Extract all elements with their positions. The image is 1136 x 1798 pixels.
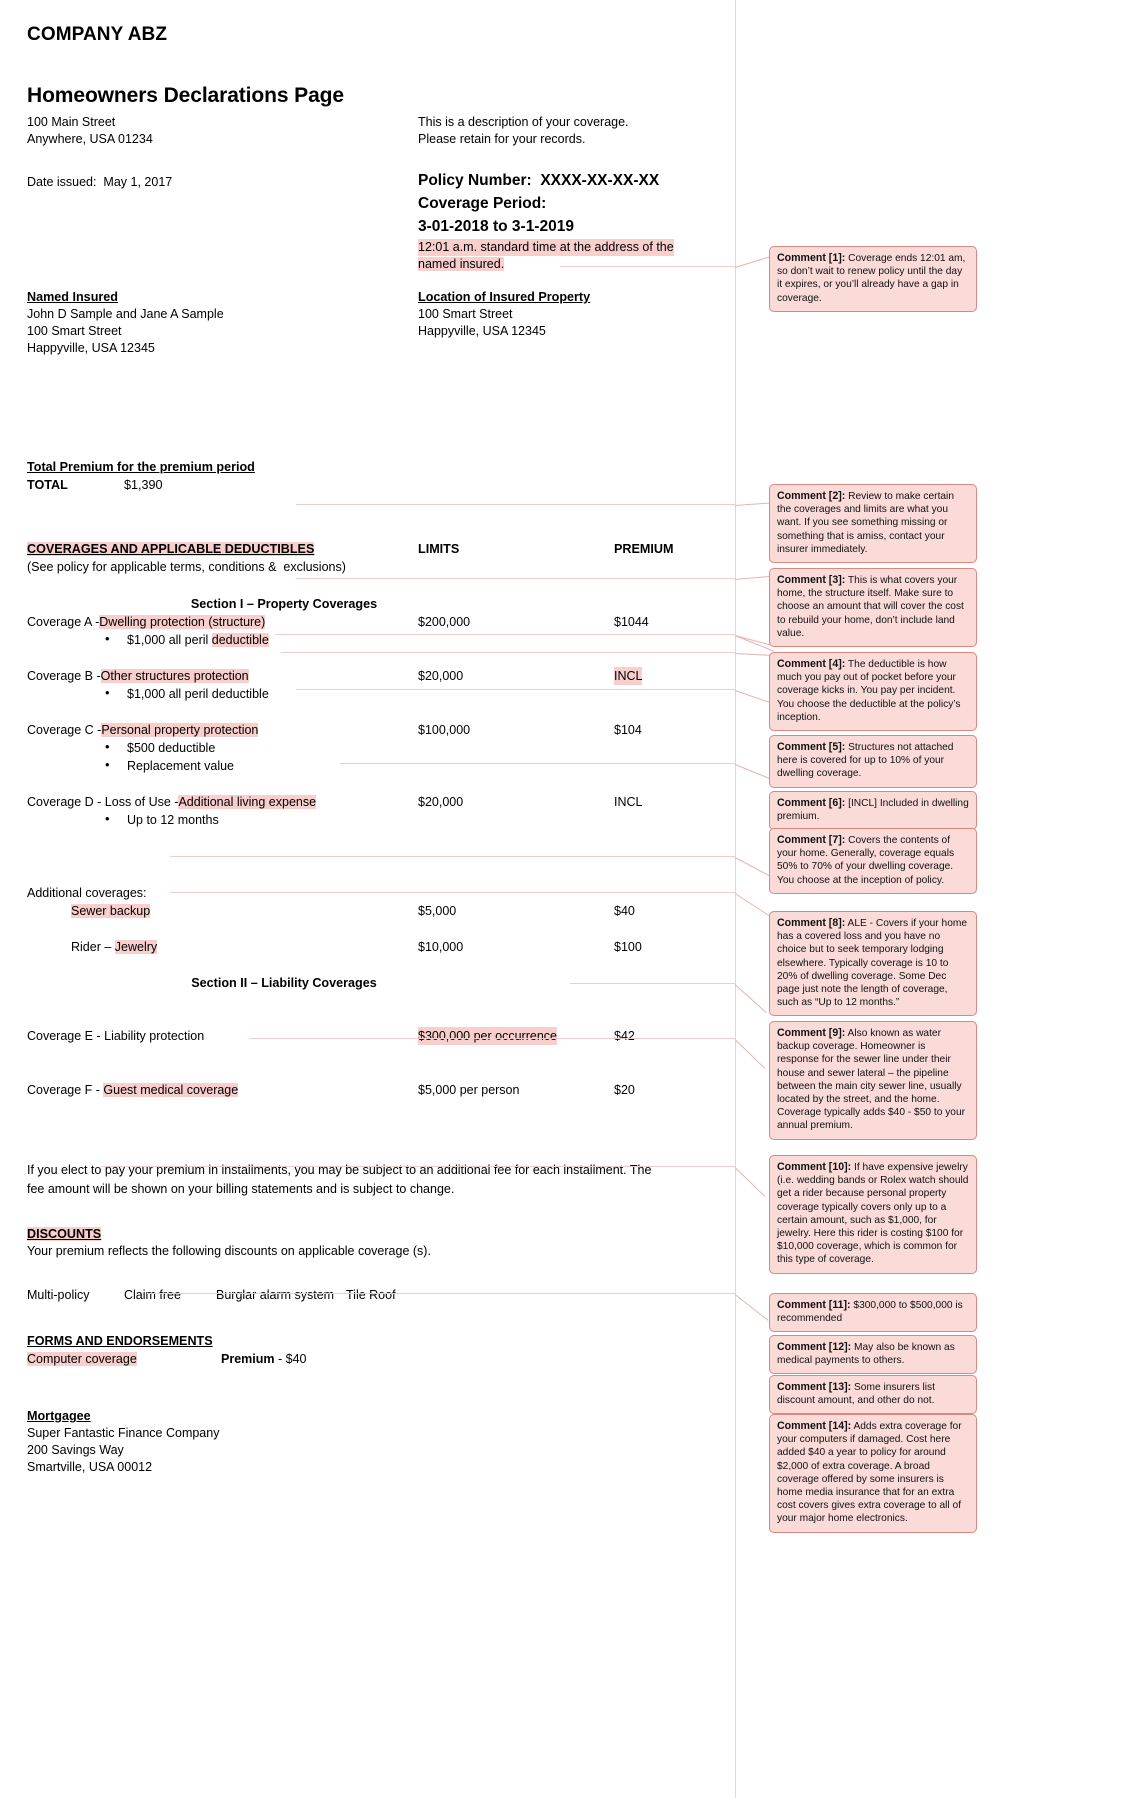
comment-balloon-3[interactable]: [769, 568, 977, 647]
anchor-leader-11: [735, 984, 767, 1013]
intro-line-1: This is a description of your coverage.: [418, 115, 629, 129]
section-2-title: Section II – Liability Coverages: [191, 976, 377, 990]
anchor-rule: [170, 892, 735, 893]
coverage-d-bullets: [27, 811, 721, 829]
discounts-heading: DISCOUNTS: [27, 1227, 102, 1241]
coverage-time-note-line-2: named insured.: [418, 257, 505, 271]
anchor-leader-12: [735, 1039, 766, 1069]
sewer-backup-limit: $5,000: [418, 904, 457, 918]
anchor-rule: [170, 856, 735, 857]
coverage-c-limit: $100,000: [418, 723, 471, 737]
coverage-c-name: Personal property protection: [101, 723, 259, 737]
anchor-rule: [296, 689, 735, 690]
additional-row-sewer: [27, 902, 721, 920]
comment-label: Comment [10]:: [777, 1161, 852, 1173]
coverage-b-bullets: [27, 685, 721, 703]
discount-item: Claim free: [124, 1288, 181, 1302]
anchor-rule: [281, 652, 735, 653]
forms-premium-label: Premium: [221, 1352, 275, 1366]
comment-balloon-1[interactable]: [769, 246, 977, 312]
coverage-row-b: [27, 667, 721, 685]
coverage-a-name: Dwelling protection (structure): [99, 615, 266, 629]
coverage-a-limit: $200,000: [418, 615, 471, 629]
forms-row: [27, 1350, 721, 1368]
coverage-d-name: Additional living expense: [178, 795, 317, 809]
insured-location-block: [418, 288, 738, 340]
comment-text: May also be known as medical payments to others.: [777, 1342, 955, 1367]
comment-balloon-12[interactable]: [769, 1335, 977, 1374]
coverage-row-c: [27, 721, 721, 739]
installment-note-line-1: If you elect to pay your premium in installments, you may be subject to an additional fee for each installment. The: [27, 1163, 652, 1177]
comment-label: Comment [1]:: [777, 252, 846, 264]
coverage-header-col-1: COVERAGES AND APPLICABLE DEDUCTIBLES: [27, 542, 315, 556]
forms-premium-value: - $40: [277, 1352, 307, 1366]
anchor-leader-14: [735, 1294, 769, 1321]
installment-note-line-2: fee amount will be shown on your billing statements and is subject to change.: [27, 1182, 455, 1196]
forms-heading: FORMS AND ENDORSEMENTS: [27, 1334, 213, 1348]
comments-margin: [765, 0, 1136, 1798]
comment-text: $300,000 to $500,000 is recommended: [777, 1300, 963, 1325]
coverage-b-limit: $20,000: [418, 669, 464, 683]
forms-item: Computer coverage: [27, 1352, 137, 1366]
location-heading: Location of Insured Property: [418, 290, 591, 304]
policy-number-label: Policy Number:: [418, 172, 532, 189]
comment-text: Covers the contents of your home. Generally, coverage equals 50% to 70% of your dwelling coverage. You choose at the inception of policy.: [777, 835, 955, 886]
total-premium-row: [27, 476, 721, 494]
anchor-rule: [147, 1293, 735, 1294]
section-1-title: Section I – Property Coverages: [190, 597, 378, 611]
total-premium-block: [27, 458, 721, 494]
coverage-a-prefix: Coverage A -: [27, 615, 100, 629]
sewer-backup-name: Sewer backup: [71, 904, 151, 918]
comment-label: Comment [13]:: [777, 1381, 852, 1393]
coverage-table-header: [27, 540, 721, 558]
comment-balloon-2[interactable]: [769, 484, 977, 563]
comment-label: Comment [2]:: [777, 490, 846, 502]
anchor-rule: [249, 1038, 735, 1039]
coverage-subnote: (See policy for applicable terms, conditions & exclusions): [27, 560, 346, 574]
jewelry-limit: $10,000: [418, 940, 464, 954]
additional-row-jewelry: [27, 938, 721, 956]
comment-balloon-13[interactable]: [769, 1375, 977, 1414]
discounts-subtitle: Your premium reflects the following discounts on applicable coverage (s).: [27, 1244, 431, 1258]
coverage-b-premium: INCL: [614, 669, 643, 683]
coverage-f-premium: $20: [614, 1083, 635, 1097]
insurer-city-state-zip: Anywhere, USA 01234: [27, 132, 153, 146]
comment-balloon-5[interactable]: [769, 735, 977, 788]
mortgagee-line-2: 200 Savings Way: [27, 1443, 124, 1457]
anchor-rule: [570, 983, 735, 984]
jewelry-name: Jewelry: [114, 940, 158, 954]
comment-label: Comment [3]:: [777, 574, 846, 586]
coverage-f-limit: $5,000 per person: [418, 1083, 520, 1097]
comment-balloon-11[interactable]: [769, 1293, 977, 1332]
comment-text: [INCL] Included in dwelling premium.: [777, 798, 969, 823]
comment-label: Comment [7]:: [777, 834, 846, 846]
coverage-e-premium: $42: [614, 1029, 635, 1043]
coverage-f-prefix: Coverage F -: [27, 1083, 104, 1097]
comment-text: ALE - Covers if your home has a covered loss and you have no choice but to seek temporary lodging elsewhere. Typically coverage is 10 to 20% of dwelling coverage. Some Dec page just note the length of coverage, such as “Up to 12 months.”: [777, 918, 968, 1009]
discount-item: Tile Roof: [346, 1288, 396, 1302]
total-premium-label: TOTAL: [27, 478, 68, 492]
coverage-c-prefix: Coverage C -: [27, 723, 102, 737]
sewer-backup-premium: $40: [614, 904, 635, 918]
comment-balloon-4[interactable]: [769, 652, 977, 731]
comment-text: Adds extra coverage for your computers if damaged. Cost here added $40 a year to policy for around $2,000 of extra coverage. A broad coverage offered by some insurers is home media insurance that for an extra cost covers gives extra coverage to all of your major home electronics.: [777, 1421, 962, 1525]
named-insured-line-1: John D Sample and Jane A Sample: [27, 307, 224, 321]
insurer-street: 100 Main Street: [27, 115, 116, 129]
comment-label: Comment [5]:: [777, 741, 846, 753]
coverage-d-premium: INCL: [614, 795, 643, 809]
anchor-rule: [643, 634, 735, 635]
coverage-row-f: [27, 1081, 721, 1099]
anchor-rule: [340, 763, 735, 764]
coverage-c-bullets: [27, 739, 721, 775]
comment-balloon-14[interactable]: [769, 1414, 977, 1533]
list-item: • Up to 12 months: [27, 811, 721, 829]
anchor-rule: [560, 266, 735, 267]
coverage-row-e: [27, 1027, 721, 1045]
total-premium-heading: Total Premium for the premium period: [27, 460, 255, 474]
named-insured-heading: Named Insured: [27, 290, 118, 304]
intro-line-2: Please retain for your records.: [418, 132, 586, 146]
coverage-e-label: Coverage E - Liability protection: [27, 1029, 205, 1043]
anchor-rule: [296, 504, 735, 505]
coverage-e-limit: $300,000 per occurrence: [418, 1029, 557, 1043]
coverage-c-premium: $104: [614, 723, 642, 737]
coverage-a-premium: $1044: [614, 615, 649, 629]
comment-balloon-7[interactable]: [769, 828, 977, 894]
anchor-leader-13: [735, 1167, 766, 1197]
mortgagee-heading: Mortgagee: [27, 1409, 91, 1423]
coverage-row-a: [27, 613, 721, 631]
comment-label: Comment [8]:: [777, 917, 846, 929]
list-item: • Replacement value: [27, 757, 721, 775]
named-insured-line-3: Happyville, USA 12345: [27, 341, 155, 355]
coverage-header-col-3: PREMIUM: [614, 542, 674, 556]
jewelry-prefix: Rider –: [71, 940, 115, 954]
date-issued: Date issued: May 1, 2017: [27, 175, 173, 189]
coverage-b-prefix: Coverage B -: [27, 669, 101, 683]
comment-balloon-8[interactable]: [769, 911, 977, 1016]
policy-number-row: [418, 169, 738, 192]
coverage-row-d: [27, 793, 721, 811]
comment-label: Comment [12]:: [777, 1341, 852, 1353]
coverage-period-label: Coverage Period:: [418, 195, 547, 212]
list-item: • $500 deductible: [27, 739, 721, 757]
mortgagee-line-1: Super Fantastic Finance Company: [27, 1426, 220, 1440]
coverage-time-note-line-1: 12:01 a.m. standard time at the address of the: [418, 240, 674, 254]
comment-text: Also known as water backup coverage. Homeowner is response for the sewer line under their house and sewer lateral – the pipeline between the main city sewer line, usually located by the street, and the home. Coverage typically adds $40 - $50 to your annual premium.: [777, 1028, 966, 1132]
coverage-b-name: Other structures protection: [100, 669, 249, 683]
comment-text: Coverage ends 12:01 am, so don’t wait to renew policy until the day it expires, or you’ll already have a gap in coverage.: [777, 253, 966, 304]
location-line-1: 100 Smart Street: [418, 307, 513, 321]
named-insured-line-2: 100 Smart Street: [27, 324, 122, 338]
comment-label: Comment [14]:: [777, 1420, 852, 1432]
comment-label: Comment [6]:: [777, 797, 846, 809]
company-name: COMPANY ABZ: [27, 24, 168, 45]
comment-label: Comment [4]:: [777, 658, 846, 670]
comment-label: Comment [11]:: [777, 1299, 851, 1311]
total-premium-value: $1,390: [124, 478, 163, 492]
comment-text: Structures not attached here is covered for up to 10% of your dwelling coverage.: [777, 742, 954, 780]
comment-label: Comment [9]:: [777, 1027, 846, 1039]
comment-balloon-6[interactable]: [769, 791, 977, 830]
list-item: • $1,000 all peril deductible: [27, 685, 721, 703]
coverage-f-name: Guest medical coverage: [103, 1083, 239, 1097]
list-item: • $1,000 all peril deductible: [27, 631, 721, 649]
named-insured-block: [27, 288, 407, 357]
comment-balloon-10[interactable]: [769, 1155, 977, 1274]
mortgagee-line-3: Smartville, USA 00012: [27, 1460, 153, 1474]
additional-coverages-label: Additional coverages:: [27, 886, 147, 900]
coverage-header-col-2: LIMITS: [418, 542, 460, 556]
jewelry-premium: $100: [614, 940, 642, 954]
page-title: Homeowners Declarations Page: [27, 84, 344, 107]
comment-text: This is what covers your home, the structure itself. Make sure to choose an amount that will cover the cost to rebuild your home, don’t include land value.: [777, 575, 964, 639]
policy-summary-block: [418, 114, 738, 273]
discount-item: Multi-policy: [27, 1288, 90, 1302]
comment-text: If have expensive jewelry (i.e. wedding bands or Rolex watch should get a rider because personal property coverage typically covers only up to a certain amount, such as $1,000, for jewelry. Here this rider is costing $100 for $10,000 coverage, which is common for this type of coverage.: [777, 1162, 969, 1266]
anchor-rule: [296, 578, 735, 579]
coverage-d-limit: $20,000: [418, 795, 464, 809]
comment-text: The deductible is how much you pay out of pocket before your coverage kicks in. You pay per incident. You choose the deductible at the policy’s inception.: [777, 659, 961, 723]
policy-number-value: XXXX-XX-XX-XX: [540, 172, 660, 189]
insurer-address-block: [27, 114, 407, 191]
comment-balloon-9[interactable]: [769, 1021, 977, 1140]
location-line-2: Happyville, USA 12345: [418, 324, 546, 338]
coverage-d-prefix: Coverage D - Loss of Use -: [27, 795, 179, 809]
comment-text: Some insurers list discount amount, and other do not.: [777, 1382, 935, 1407]
discount-item: Burglar alarm system: [216, 1288, 335, 1302]
coverage-period-value: 3-01-2018 to 3-1-2019: [418, 218, 574, 235]
anchor-rule: [101, 1166, 735, 1167]
discounts-list: [27, 1286, 721, 1304]
comment-text: Review to make certain the coverages and limits are what you want. If you see something missing or something that is amiss, contact your insurer immediately.: [777, 491, 954, 555]
